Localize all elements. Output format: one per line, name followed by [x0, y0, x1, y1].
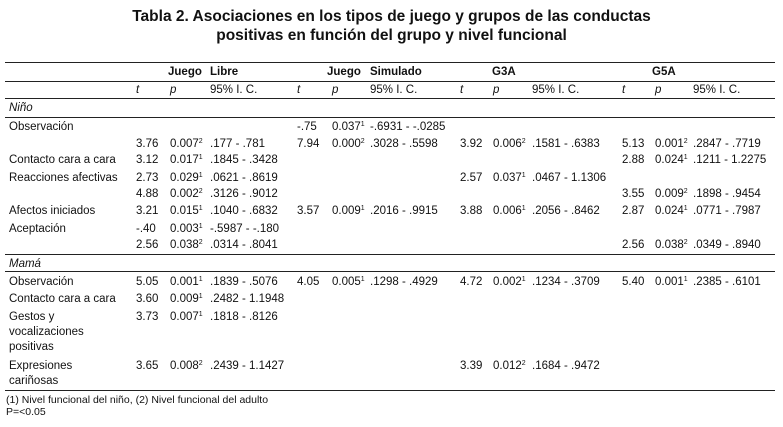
row-label: Contacto cara a cara: [9, 293, 116, 305]
column-header: t: [297, 84, 301, 96]
t-value: 2.87: [622, 205, 645, 217]
ci-value: .2482 - 1.1948: [210, 293, 285, 305]
group-header: Simulado: [370, 66, 422, 78]
rule-section-nino: [5, 117, 775, 118]
column-header: t: [622, 84, 626, 96]
table-notes: [6, 394, 268, 418]
ci-value: .1581 - .6383: [532, 138, 600, 150]
t-value: 2.57: [460, 172, 483, 184]
rule-section-mama: [5, 271, 775, 272]
section-label: Niño: [9, 102, 33, 114]
group-header: G5A: [652, 66, 676, 78]
ci-value: .1040 - .6832: [210, 205, 278, 217]
column-header: 95% I. C.: [532, 84, 580, 96]
p-value: 0.005$^1$: [332, 276, 365, 288]
ci-value: .2056 - .8462: [532, 205, 600, 217]
p-value: 0.037$^1$: [332, 121, 365, 133]
row-label: Afectos iniciados: [9, 205, 96, 217]
ci-value: .0621 - .8619: [210, 172, 278, 184]
ci-value: .1818 - .8126: [210, 311, 278, 323]
row-label: Observación: [9, 121, 74, 133]
group-header: Libre: [210, 66, 239, 78]
p-value: 0.009$^1$: [332, 205, 365, 217]
p-value: 0.007$^2$: [170, 138, 203, 150]
ci-value: .1839 - .5076: [210, 276, 278, 288]
ci-value: .1684 - .9472: [532, 360, 600, 372]
t-value: -.40: [136, 223, 156, 235]
t-value: 3.55: [622, 188, 645, 200]
rule-section-end-nino: [5, 254, 775, 255]
column-header: 95% I. C.: [693, 84, 741, 96]
column-header: 95% I. C.: [370, 84, 418, 96]
group-header: G3A: [492, 66, 516, 78]
t-value: 4.05: [297, 276, 320, 288]
title-line-1: Tabla 2. Asociaciones en los tipos de juego y grupos de las conductas: [132, 8, 651, 25]
row-label: Contacto cara a cara: [9, 154, 116, 166]
t-value: 2.73: [136, 172, 159, 184]
column-header: p: [170, 84, 177, 96]
t-value: 4.88: [136, 188, 159, 200]
ci-value: .1211 - 1.2275: [693, 154, 767, 166]
column-header: p: [493, 84, 500, 96]
row-label: vocalizaciones: [9, 326, 84, 338]
t-value: 3.92: [460, 138, 483, 150]
ci-value: .2847 - .7719: [693, 138, 761, 150]
p-value: 0.009$^1$: [170, 293, 203, 305]
row-label: positivas: [9, 341, 54, 353]
t-value: -.75: [297, 121, 317, 133]
ci-value: .1898 - .9454: [693, 188, 761, 200]
p-value: 0.007$^1$: [170, 311, 203, 323]
t-value: 3.21: [136, 205, 159, 217]
p-value: 0.001$^1$: [170, 276, 203, 288]
ci-value: .3028 - .5598: [370, 138, 438, 150]
p-value: 0.017$^1$: [170, 154, 203, 166]
rule-top: [5, 62, 775, 63]
p-value: 0.015$^1$: [170, 205, 203, 217]
p-value: 0.001$^1$: [655, 276, 688, 288]
ci-value: .177 - .781: [210, 138, 265, 150]
t-value: 5.05: [136, 276, 159, 288]
ci-value: -.5987 - -.180: [210, 223, 280, 235]
t-value: 2.56: [622, 239, 645, 251]
p-value: 0.006$^1$: [493, 205, 526, 217]
column-header: t: [460, 84, 464, 96]
ci-value: .0467 - 1.1306: [532, 172, 607, 184]
row-label: Aceptación: [9, 223, 66, 235]
section-label: Mamá: [9, 258, 41, 270]
group-header: Juego: [327, 66, 361, 78]
group-header: Juego: [168, 66, 202, 78]
rule-header-sub: [5, 98, 775, 99]
p-value: 0.038$^2$: [170, 239, 203, 251]
t-value: 3.76: [136, 138, 159, 150]
ci-value: .0771 - .7987: [693, 205, 761, 217]
ci-value: .2385 - .6101: [693, 276, 761, 288]
column-header: p: [332, 84, 339, 96]
t-value: 2.56: [136, 239, 159, 251]
ci-value: .0349 - .8940: [693, 239, 761, 251]
rule-bottom: [5, 390, 775, 391]
column-header: p: [655, 84, 662, 96]
p-value: 0.024$^1$: [655, 154, 688, 166]
ci-value: .2439 - 1.1427: [210, 360, 285, 372]
t-value: 3.88: [460, 205, 483, 217]
column-header: 95% I. C.: [210, 84, 258, 96]
t-value: 5.40: [622, 276, 645, 288]
t-value: 5.13: [622, 138, 645, 150]
t-value: 3.12: [136, 154, 159, 166]
ci-value: .1298 - .4929: [370, 276, 438, 288]
t-value: 4.72: [460, 276, 483, 288]
ci-value: .1234 - .3709: [532, 276, 600, 288]
t-value: 3.60: [136, 293, 159, 305]
t-value: 2.88: [622, 154, 645, 166]
p-value: 0.012$^2$: [493, 360, 526, 372]
column-header: t: [136, 84, 140, 96]
p-value: 0.009$^2$: [655, 188, 688, 200]
p-value: 0.002$^1$: [493, 276, 526, 288]
p-value: 0.003$^1$: [170, 223, 203, 235]
p-value: 0.002$^2$: [170, 188, 203, 200]
t-value: 3.73: [136, 311, 159, 323]
note-levels: (1) Nivel funcional del niño, (2) Nivel funcional del adulto: [6, 394, 269, 406]
note-significance: P=<0.05: [6, 406, 46, 418]
t-value: 3.39: [460, 360, 483, 372]
ci-value: .3126 - .9012: [210, 188, 278, 200]
row-label: Reacciones afectivas: [9, 172, 118, 184]
row-label: Observación: [9, 276, 74, 288]
ci-value: -.6931 - -.0285: [370, 121, 446, 133]
t-value: 3.57: [297, 205, 320, 217]
p-value: 0.024$^1$: [655, 205, 688, 217]
p-value: 0.001$^2$: [655, 138, 688, 150]
title-line-2: positivas en función del grupo y nivel funcional: [216, 27, 567, 44]
t-value: 3.65: [136, 360, 159, 372]
p-value: 0.038$^2$: [655, 239, 688, 251]
ci-value: .1845 - .3428: [210, 154, 278, 166]
row-label: Gestos y: [9, 311, 55, 323]
t-value: 7.94: [297, 138, 320, 150]
row-label: cariñosas: [9, 375, 59, 387]
p-value: 0.037$^1$: [493, 172, 526, 184]
p-value: 0.008$^2$: [170, 360, 203, 372]
ci-value: .0314 - .8041: [210, 239, 278, 251]
p-value: 0.006$^2$: [493, 138, 526, 150]
row-label: Expresiones: [9, 360, 73, 372]
table-title: [0, 7, 783, 45]
rule-header-groups: [5, 81, 775, 82]
ci-value: .2016 - .9915: [370, 205, 438, 217]
p-value: 0.029$^1$: [170, 172, 203, 184]
p-value: 0.000$^2$: [332, 138, 365, 150]
